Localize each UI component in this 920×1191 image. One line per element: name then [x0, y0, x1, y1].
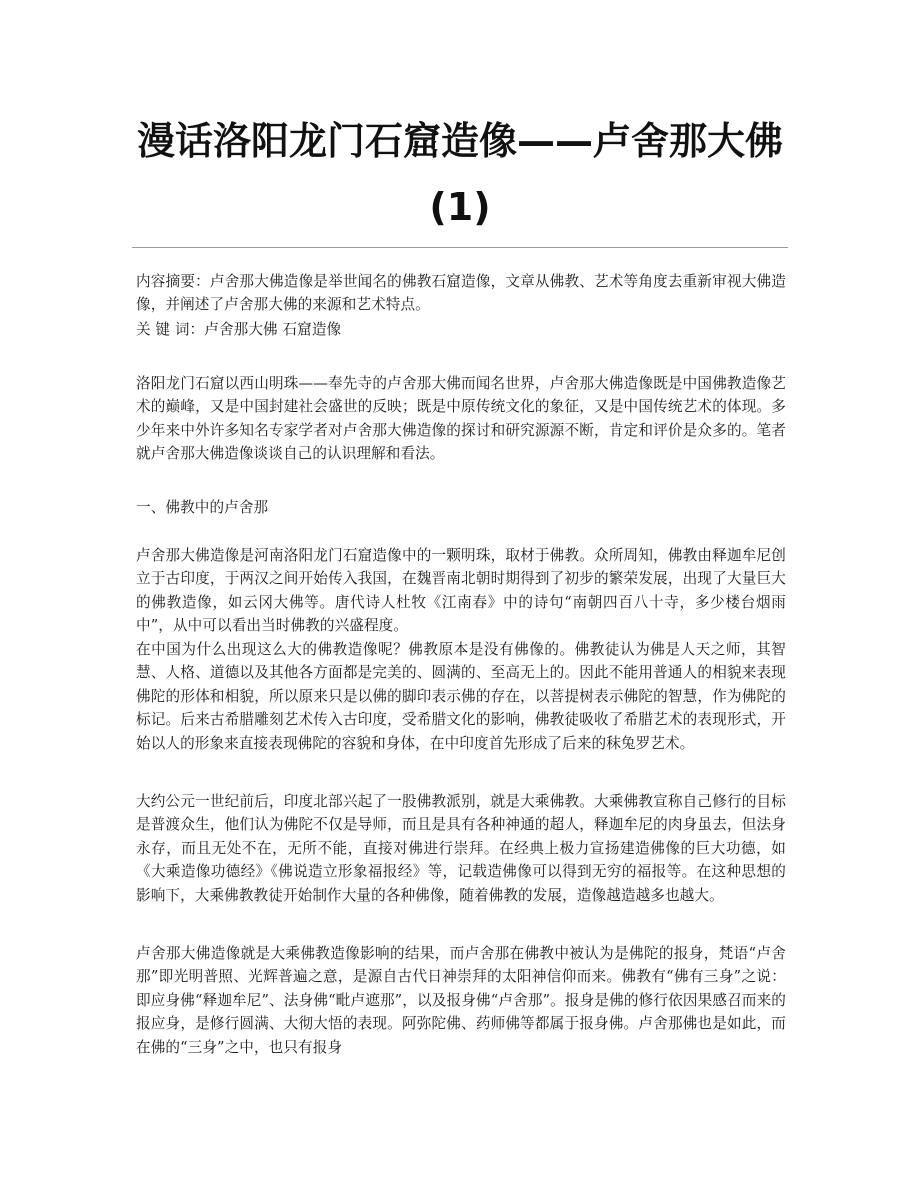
body-paragraph: 在中国为什么出现这么大的佛教造像呢？佛教原本是没有佛像的。佛教徒认为佛是人天之师，其智慧、人格、道德以及其他各方面都是完美的、圆满的、至高无上的。因此不能用普通人的相貌来表现佛陀的形体和相貌，所以原来只是以佛的脚印表示佛的存在，以菩提树表示佛陀的智慧，作为佛陀的标记。后来古希腊雕刻艺术传入古印度，受希腊文化的影响，佛教徒吸收了希腊艺术的表现形式，开始以人的形象来直接表现佛陀的容貌和身体，在中印度首先形成了后来的秣兔罗艺术。: [136, 641, 786, 752]
title-divider: [132, 247, 788, 248]
intro-paragraph: 洛阳龙门石窟以西山明珠——奉先寺的卢舍那大佛而闻名世界，卢舍那大佛造像既是中国佛教造像艺术的巅峰，又是中国封建社会盛世的反映；既是中原传统文化的象征，又是中国传统艺术的体现。多少年来中外许多知名专家学者对卢舍那大佛造像的探讨和研究源源不断，肯定和评价是众多的。笔者就卢舍那大佛造像谈谈自己的认识理解和看法。: [136, 375, 786, 463]
keywords: 关 键 词：卢舍那大佛 石窟造像: [136, 321, 342, 338]
body-paragraph: 卢舍那大佛造像就是大乘佛教造像影响的结果，而卢舍那在佛教中被认为是佛陀的报身，梵语“卢舍那”即光明普照、光辉普遍之意，是源自古代日神崇拜的太阳神信仰而来。佛教有“佛有三身”之说：即应身佛“释迦牟尼”、法身佛“毗卢遮那”，以及报身佛“卢舍那”。报身是佛的修行依因果感召而来的报应身，是修行圆满、大彻大悟的表现。阿弥陀佛、药师佛等都属于报身佛。卢舍那佛也是如此，而在佛的“三身”之中，也只有报身: [136, 945, 786, 1056]
document-title: 漫话洛阳龙门石窟造像——卢舍那大佛(1): [136, 119, 783, 229]
abstract: 内容摘要：卢舍那大佛造像是举世闻名的佛教石窟造像，文章从佛教、艺术等角度去重新审视大佛造像，并阐述了卢舍那大佛的来源和艺术特点。: [136, 273, 786, 314]
section-heading: 一、佛教中的卢舍那: [136, 499, 269, 516]
body-paragraph: 大约公元一世纪前后，印度北部兴起了一股佛教派别，就是大乘佛教。大乘佛教宣称自己修行的目标是普渡众生，他们认为佛陀不仅是导师，而且是具有各种神通的超人，释迦牟尼的肉身虽去，但法身永存，而且无处不在，无所不能，直接对佛进行崇拜。在经典上极力宣扬建造佛像的巨大功德，如《大乘造像功德经》《佛说造立形象福报经》等，记载造佛像可以得到无穷的福报等。在这种思想的影响下，大乘佛教教徒开始制作大量的各种佛像，随着佛教的发展，造像越造越多也越大。: [136, 793, 786, 904]
body-paragraph: 卢舍那大佛造像是河南洛阳龙门石窟造像中的一颗明珠，取材于佛教。众所周知，佛教由释迦牟尼创立于古印度，于两汉之间开始传入我国，在魏晋南北朝时期得到了初步的繁荣发展，出现了大量巨大的佛教造像，如云冈大佛等。唐代诗人杜牧《江南春》中的诗句“南朝四百八十寺，多少楼台烟雨中”，从中可以看出当时佛教的兴盛程度。: [136, 547, 786, 635]
